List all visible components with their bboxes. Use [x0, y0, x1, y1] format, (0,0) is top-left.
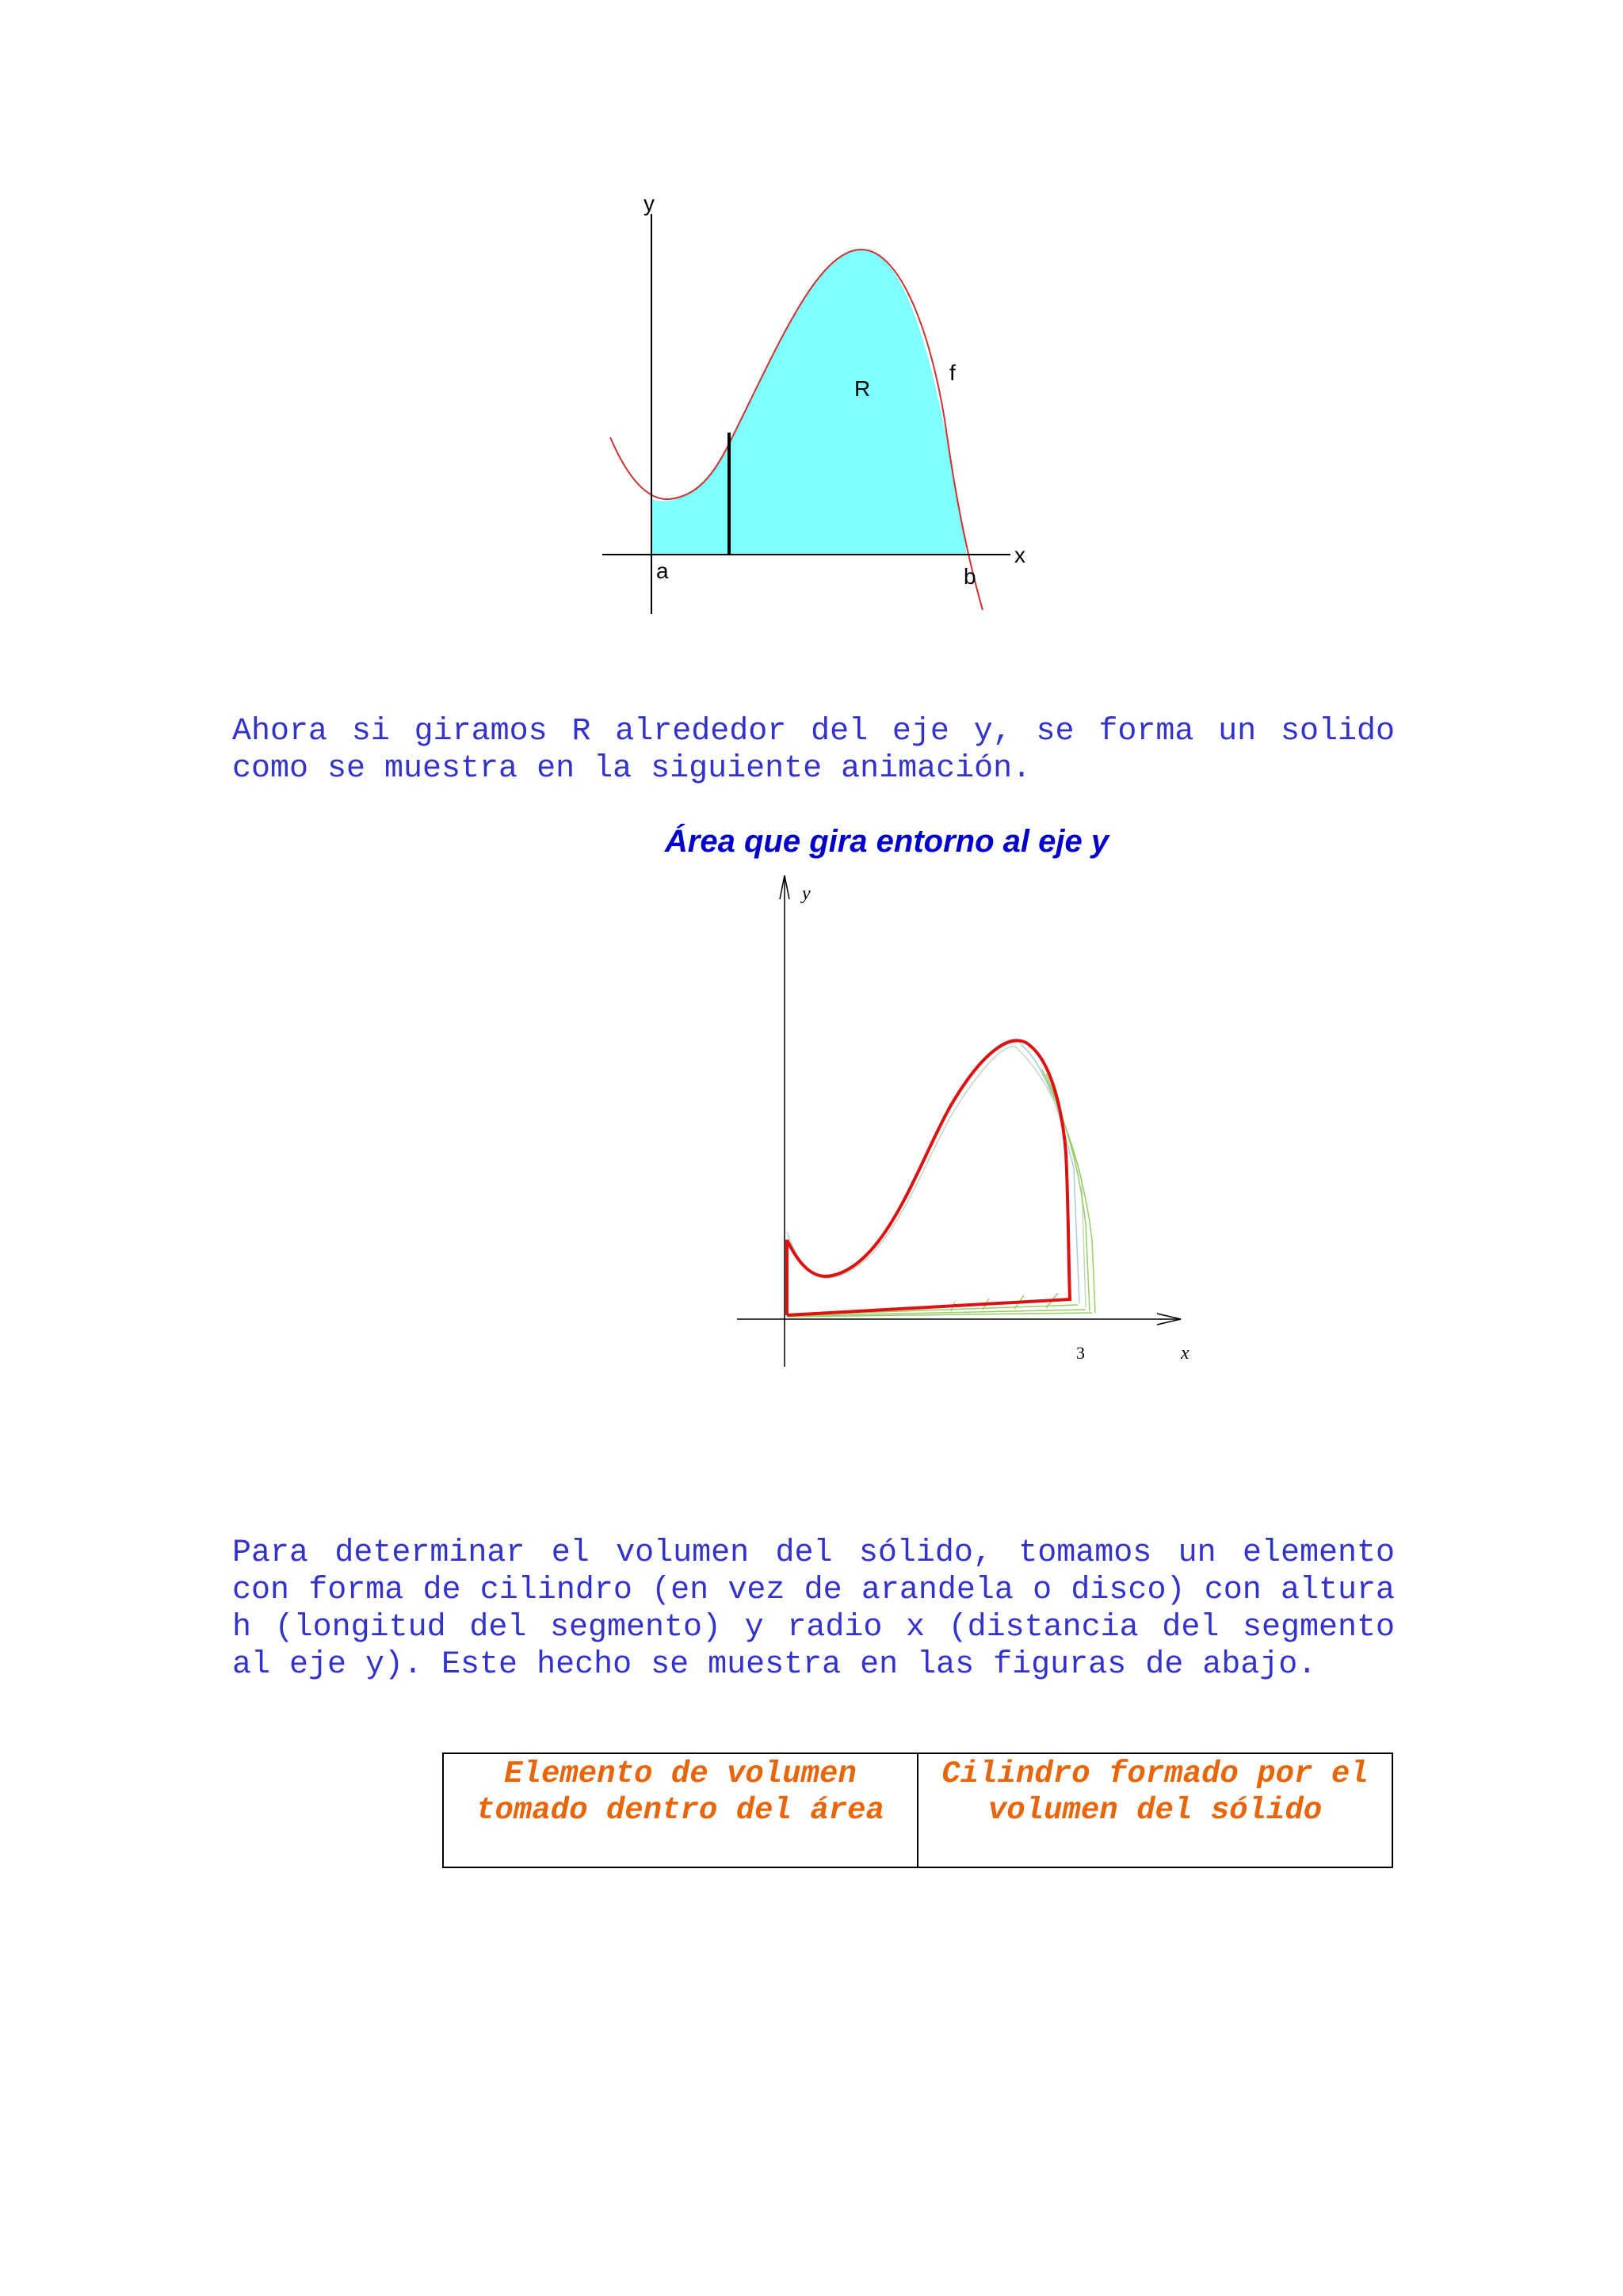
function-label: f — [949, 360, 956, 385]
rotation-animation — [713, 868, 1205, 1383]
table-row — [443, 1753, 1392, 1867]
anim-x-tick-label: 3 — [1076, 1343, 1085, 1363]
x-axis-label: x — [1014, 543, 1025, 567]
anim-x-axis-label: x — [1181, 1343, 1190, 1363]
region-label: R — [854, 376, 871, 401]
region-figure — [586, 190, 1030, 618]
paragraph-rotation-intro: Ahora si giramos R alrededor del eje y, se forma un solido como se muestra en la siguiente animación. — [232, 714, 1395, 787]
a-label: a — [656, 559, 669, 583]
rotating-region-outline — [787, 1040, 1070, 1315]
region-r-fill — [651, 250, 967, 555]
b-label: b — [964, 564, 976, 589]
trace-curve-2 — [787, 1047, 1086, 1307]
animation-title: Área que gira entorno al eje y — [664, 824, 1109, 859]
paragraph-cylinder-method: Para determinar el volumen del sólido, tomamos un elemento con forma de cilindro (en vez de arandela o disco) con altura h (longitud del segmento) y radio x (distancia del segmento al eje y). Este hecho se muestra en las figuras de abajo. — [232, 1535, 1395, 1683]
y-axis-label: y — [643, 191, 655, 215]
table-cell-volume-element: Elemento de volumen tomado dentro del área — [443, 1753, 918, 1867]
comparison-table — [442, 1753, 1393, 1868]
table-cell-cylinder: Cilindro formado por el volumen del sólido — [918, 1753, 1392, 1867]
trace-curve-1 — [787, 1039, 1079, 1303]
anim-y-axis-label: y — [802, 883, 811, 904]
